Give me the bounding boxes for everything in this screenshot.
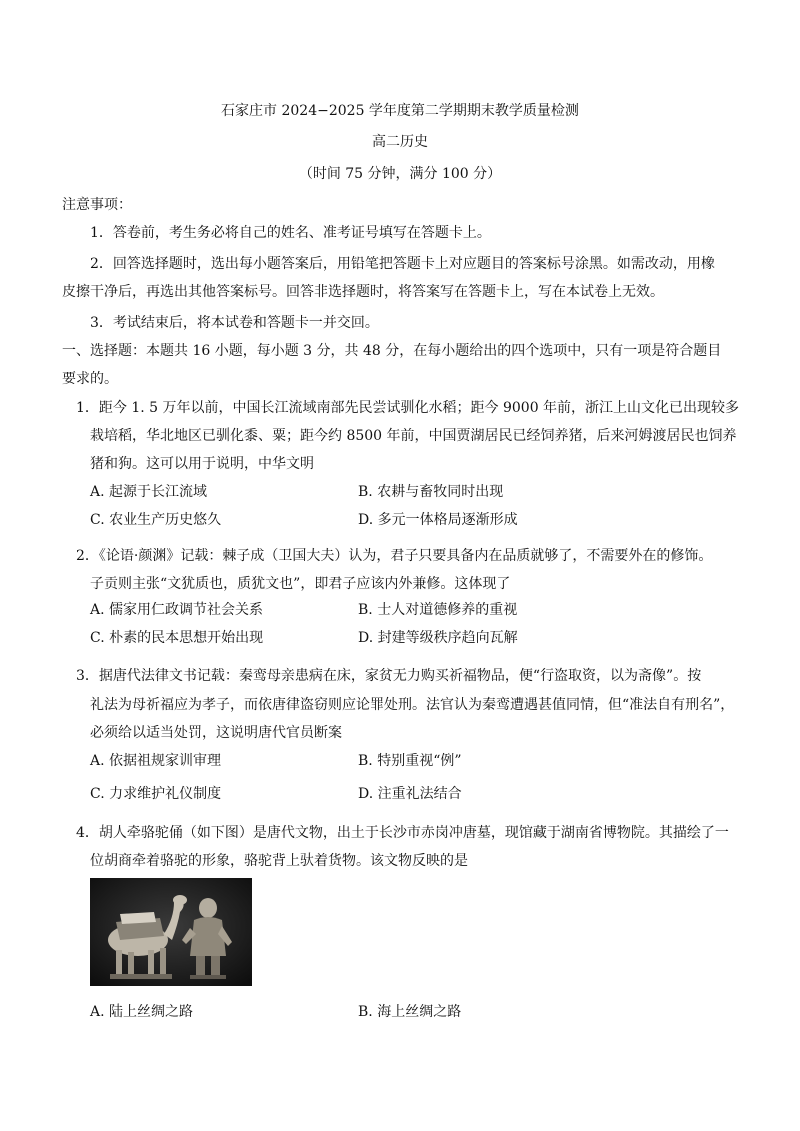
question-3-option-c: C. 力求维护礼仪制度 — [90, 786, 222, 802]
question-4-option-a: A. 陆上丝绸之路 — [90, 1004, 194, 1020]
question-2-text: 2．《论语·颜渊》记载：棘子成（卫国大夫）认为，君子只要具备内在品质就够了，不需要外在的修饰。 — [76, 548, 713, 564]
question-3-text: 必须给以适当处罚，这说明唐代官员断案 — [90, 725, 342, 741]
question-4-option-b: B. 海上丝绸之路 — [358, 1004, 462, 1020]
notice-heading: 注意事项： — [62, 197, 132, 213]
camel-figurine-photo — [90, 878, 252, 986]
question-1-option-a: A. 起源于长江流域 — [90, 484, 208, 500]
section-heading: 一、选择题：本题共 16 小题，每小题 3 分，共 48 分，在每小题给出的四个选项中，只有一项是符合题目 — [62, 343, 722, 359]
question-4-text: 位胡商牵着骆驼的形象，骆驼背上驮着货物。该文物反映的是 — [90, 853, 468, 869]
camel-figurine-illustration — [90, 878, 252, 986]
question-2-option-c: C. 朴素的民本思想开始出现 — [90, 630, 264, 646]
question-1-text: 猪和狗。这可以用于说明，中华文明 — [90, 456, 314, 472]
question-4-text: 4．胡人牵骆驼俑（如下图）是唐代文物，出土于长沙市赤岗冲唐墓，现馆藏于湖南省博物院。其描绘了一 — [76, 825, 729, 841]
question-1-text: 栽培稻，华北地区已驯化黍、粟；距今约 8500 年前，中国贾湖居民已经饲养猪，后来河姆渡居民也饲养 — [90, 428, 737, 444]
exam-time-note: （时间 75 分钟，满分 100 分） — [298, 166, 502, 182]
exam-title: 石家庄市 2024−2025 学年度第二学期期末教学质量检测 — [221, 103, 579, 119]
notice-item: 皮擦干净后，再选出其他答案标号。回答非选择题时，将答案写在答题卡上，写在本试卷上无效。 — [62, 284, 664, 300]
question-1-text: 1．距今 1. 5 万年以前，中国长江流域南部先民尝试驯化水稻；距今 9000 年前，浙江上山文化已出现较多 — [76, 400, 740, 416]
question-3-text: 礼法为母祈福应为孝子，而依唐律盗窃则应论罪处刑。法官认为秦鸾遭遇甚值同情，但“准法自有刑名”， — [90, 697, 735, 713]
notice-item: 3．考试结束后，将本试卷和答题卡一并交回。 — [90, 315, 379, 331]
notice-item: 1．答卷前，考生务必将自己的姓名、准考证号填写在答题卡上。 — [90, 225, 491, 241]
question-3-option-a: A. 依据祖规家训审理 — [90, 753, 222, 769]
question-2-option-a: A. 儒家用仁政调节社会关系 — [90, 602, 264, 618]
section-heading: 要求的。 — [62, 371, 118, 387]
question-1-option-b: B. 农耕与畜牧同时出现 — [358, 484, 504, 500]
question-3-option-d: D. 注重礼法结合 — [358, 786, 462, 802]
question-2-option-b: B. 士人对道德修养的重视 — [358, 602, 518, 618]
question-2-text: 子贡则主张“文犹质也，质犹文也”，即君子应该内外兼修。这体现了 — [90, 576, 511, 592]
exam-subject: 高二历史 — [372, 134, 428, 150]
question-1-option-c: C. 农业生产历史悠久 — [90, 512, 222, 528]
question-1-option-d: D. 多元一体格局逐渐形成 — [358, 512, 518, 528]
question-2-option-d: D. 封建等级秩序趋向瓦解 — [358, 630, 518, 646]
question-3-text: 3．据唐代法律文书记载：秦鸾母亲患病在床，家贫无力购买祈福物品，便“行盗取资，以为斋像”。按 — [76, 668, 702, 684]
notice-item: 2．回答选择题时，选出每小题答案后，用铅笔把答题卡上对应题目的答案标号涂黑。如需改动，用橡 — [90, 256, 715, 272]
question-3-option-b: B. 特别重视“例” — [358, 753, 462, 769]
